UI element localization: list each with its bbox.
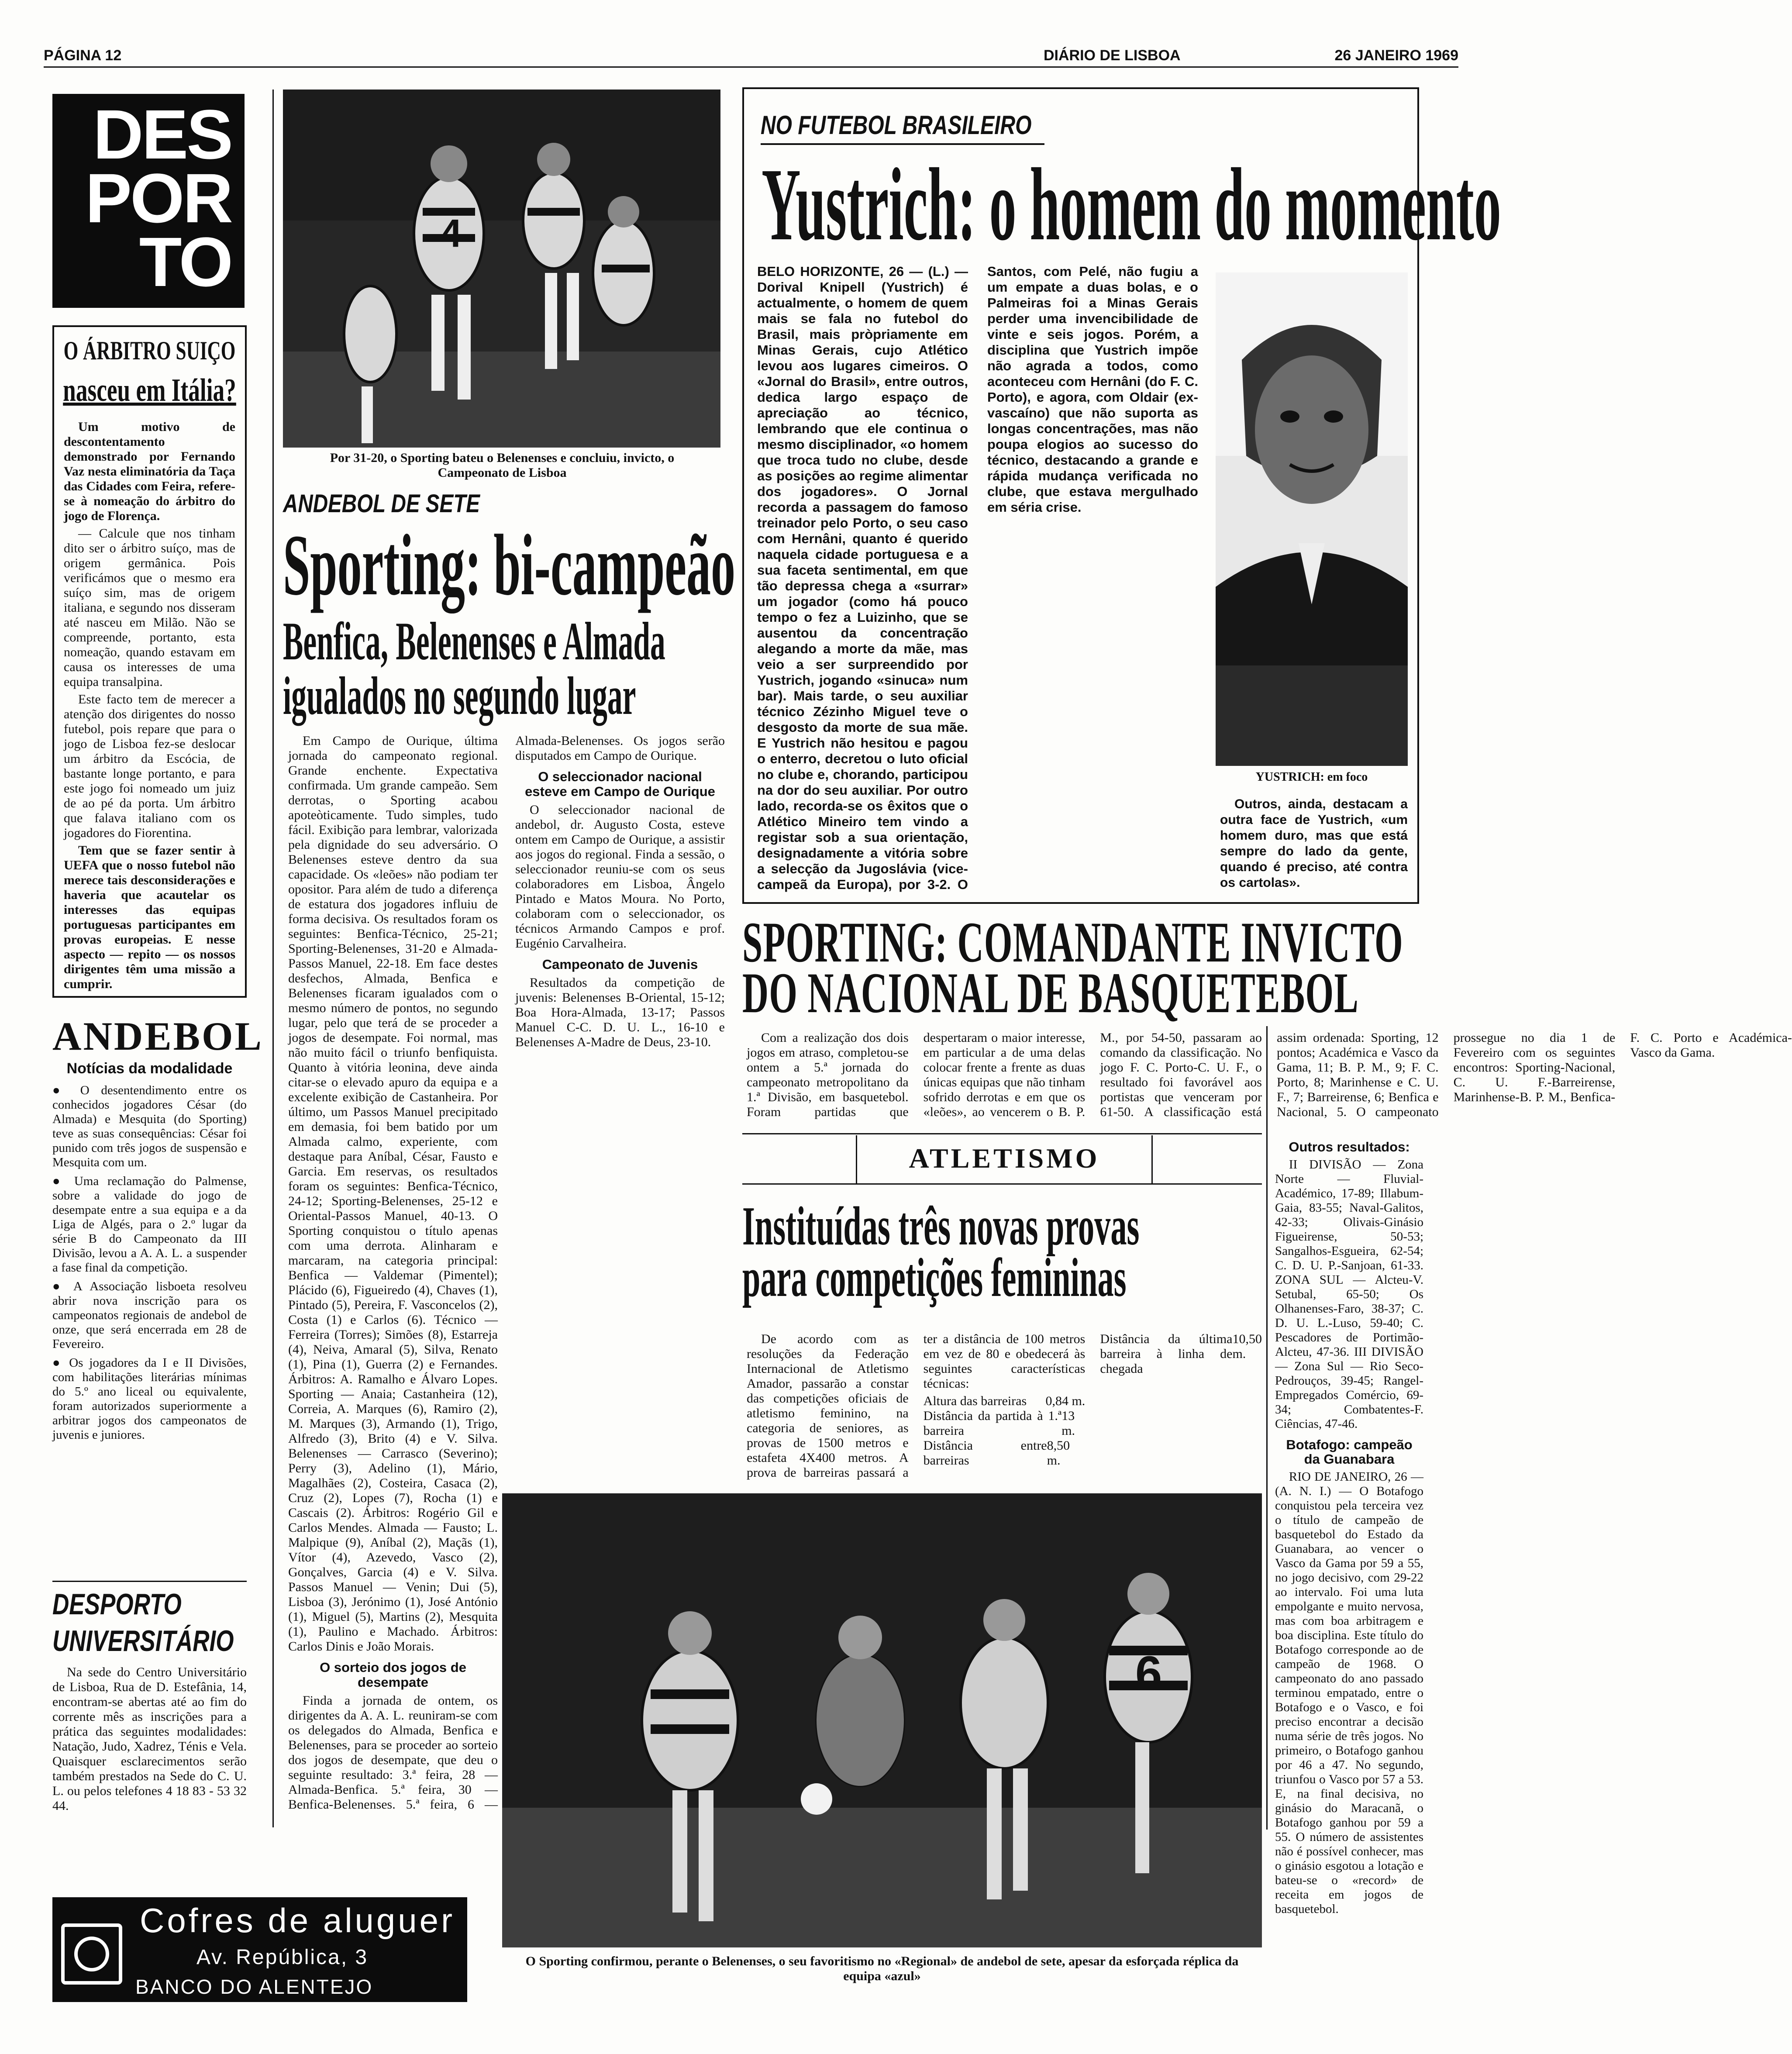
andebol-sete-text: Em Campo de Ourique, última jornada do campeonato regional. Grande enchente. Expectativa confirmada. Um grande campeão. Sem derrotas, o Sporting acabou apoteòticamente. Tudo simples, tudo fácil. Exibição para lembrar, valorizada pela dignidade do seu adversário. O Belenenses esteve dentro da sua capacidade. Os «leões» não podiam ter opositor. Para além de tudo a diferença de estatura dos jogadores influiu de forma decisiva. Os resultados foram os seguintes: Benfica-Técnico, 25-21; Sporting-Belenenses, 31-20 e Almada-Passos Manuel, 22-18. Em face destes desfechos, Almada, Benfica e Belenenses ficaram igualados com o mesmo número de pontos, no segundo lugar, pelo que terá de se proceder a jogos de desempate. Foi normal, mas não muito fácil o triunfo benfiquista. Quanto à vitória leonina, deve ainda citar-se o elevado apuro da equipa e a excelente exibição de Castanheira. Por último, um Passos Manuel precipitado em demasia, foi bem batido por um Almada calmo, experiente, com destaque para Aníbal, César, Fausto e Garcia. Em reservas, os resultados foram os seguintes: Benfica-Técnico, 24-12; Sporting-Belenenses, 25-12 e Oriental-Passos Manuel, 40-13. O Sporting conquistou o título apenas com uma derrota. Alinharam e marcaram, na categoria principal: Benfica — Valdemar (Pimentel); Plácido (6), Figueiredo (4), Chaves (1), Pintado (5), Pereira, F. Vasconcelos (2), Costa (1) e Carlos (6). Técnico — Ferreira (Torres); Simões (8), Estarreja (4), Neiva, Amaral (5), Silva, Renato (1), Pina (1), Guerra (2) e Fernandes. Árbitros: A. Ramalho e Álvaro Lopes. Sporting — Anaia; Castanheira (12), Correia, A. Marques (6), Ramiro (2), M. Marques (3), Armando (1), Trigo, Alfredo (3), Brito (4) e V. Silva. Belenenses — Carrasco (Severino); Perry (3), Adelino (1), Mário, Magalhães (2), Costeira, Casaca (2), Cruz (2), Lopes (7), Rocha (1) e Cascais (2). Árbitros: Rogério Gil e Carlos Mendes. Almada — Fausto; L. Malpique (9), Aníbal (2), Maçãs (1), Vítor (4), Azevedo, Vasco (2), Gonçalves, Garcia (4) e V. Silva. Passos Manuel — Venin; Dui (5), Lisboa (3), Jerónimo (1), José António (1), Miguel (5), Martins (2), Mesquita (1), Paulino e Machado. Árbitros: Carlos Dinis e João Morais. (288, 734, 498, 1654)
andebol-subhead-1: Benfica, Belenenses e Almada (283, 611, 665, 671)
news-item: ● Os jogadores da I e II Divisões, com habilitações literárias mínimas do 5.º ano liceal ou equivalente, foram autorizados superiormente a arbitrar jogos dos campeonatos de juvenis e juniores. (52, 1356, 247, 1442)
arbitro-paragraph: — Calcule que nos tinham dito ser o árbitro suíço, mas de origem germânica. Pois verificámos que o mesmo era suíço sim, mas de origem italiana, e segundo nos disseram até nasceu em Milão. Não se compreende, portanto, esta nomeação, quando estavam em causa os interesses de uma equipa transalpina. (64, 526, 235, 689)
basquet-body (747, 1030, 1792, 1131)
botafogo-text: RIO DE JANEIRO, 26 — (A. N. I.) — O Botafogo conquistou pela terceira vez o título de campeão de basquetebol do Estado da Guanabara, ao vencer o Vasco da Gama por 59 a 55, no jogo decisivo, com 29-22 ao intervalo. Foi uma luta empolgante e muito nervosa, mas com boa arbitragem e boa disciplina. Este título do Botafogo corresponde ao de campeão de 1968. O campeonato do ano passado terminou empatado, entre o Botafogo e o Vasco, e foi preciso encontrar a decisão numa série de três jogos. No primeiro, o Botafogo ganhou por 46 a 47. No segundo, triunfou o Vasco por 57 a 53. E, na final decisiva, no ginásio do Maracanã, o Botafogo ganhou por 59 a 55. O número de assistentes não é possível conhecer, mas o ginásio esgotou a lotação e bateu-se o «record» de receita em jogos de basquetebol. (1275, 1470, 1423, 1916)
logo-line-1: DES (93, 95, 231, 173)
universitario-title-2: UNIVERSITÁRIO (52, 1624, 234, 1658)
portrait-caption: YUSTRICH: em foco (1255, 770, 1368, 784)
andebol-headline: Sporting: bi-campeão (283, 517, 735, 613)
handball-photo-image (502, 1493, 1262, 1947)
subhead-botafogo-1: Botafogo: campeão (1286, 1437, 1413, 1452)
masthead-rule (44, 66, 1458, 68)
atletismo-section-label: ATLETISMO (856, 1135, 1153, 1183)
divider (761, 143, 1044, 145)
basquet-text: Com a realização dos dois jogos em atraso, completou-se ontem a 5.ª jornada do campeonato metropolitano da 1.ª Divisão, em basquetebol. Foram partidas que despertaram o maior interesse, em particular a de uma delas colocar frente a frente as duas únicas equipas que não tinham sofrido derrotas e em que os «leões», ao vencerem o B. P. M., por 54-50, passaram ao comando da classificação. No jogo F. C. Porto-C. U. F., o resultado foi favorável aos portistas que venceram por 61-50. A classificação está assim ordenada: Sporting, 12 pontos; Académica e Vasco da Gama, 11; B. P. M., 9; F. C. Porto, 8; Marinhense e C. U. F., 7; Barreirense, 6; Benfica e Nacional, 5. O campeonato prossegue no dia 1 de Fevereiro com os seguintes encontros: Sporting-Nacional, C. U. F.-Barreirense, Marinhense-B. P. M., Benfica-F. C. Porto e Académica-Vasco da Gama. (747, 1030, 1792, 1119)
paper-name: DIÁRIO DE LISBOA (1044, 47, 1181, 64)
photo-top-caption: Por 31-20, o Sporting bateu o Belenenses e concluiu, invicto, o Campeonato de Lisboa (330, 451, 675, 480)
logo-line-3: TO (139, 223, 231, 301)
spec-row: Distância entre barreiras 8,50 m. (923, 1438, 1070, 1468)
basquet-headline-box (742, 910, 1423, 1025)
jersey-number: 4 (440, 212, 462, 255)
bank-advert (52, 1897, 467, 2002)
photo-handball-top (283, 90, 720, 448)
column-rule (272, 90, 274, 1827)
issue-date: 26 JANEIRO 1969 (1334, 47, 1458, 64)
subhead-botafogo-2: da Guanabara (1304, 1451, 1395, 1467)
spec-row: Distância da partida à 1.ª barreira 13 m. (923, 1409, 1075, 1438)
ad-line-2: Av. República, 3 (196, 1946, 369, 1969)
outros-resultados: II DIVISÃO — Zona Norte — Fluvial-Académico, 17-89; Illabum-Gaia, 83-55; Naval-Galitos, 42-33; Olivais-Ginásio Figueirense, 50-53; Sangalhos-Esgueira, 62-54; C. D. U. P.-Sanjoan, 61-33. ZONA SUL — Alcteu-V. Setubal, 65-50; Os Olhanenses-Faro, 38-37; C. D. U. L.-Luso, 59-40; C. Pescadores de Portimão-Alcteu, 47-36. III DIVISÃO — Zona Sul — Rio Seco-Pedrouços, 39-45; Rangel-Empregados Comércio, 69-34; Combatentes-F. Ciências, 47-46. (1275, 1158, 1423, 1431)
news-item: ● Uma reclamação do Palmense, sobre a validade do jogo de desempate entre a sua equipa e a da Liga de Algés, para o 2.º lugar da série B do Campeonato da III Divisão, levou a A. A. L. a suspender a fase final da competição. (52, 1174, 247, 1275)
spec-row: Altura das barreiras 0,84 m. (923, 1394, 1086, 1408)
portrait-image (1216, 272, 1408, 766)
andebol-title: ANDEBOL (52, 1014, 263, 1058)
arbitro-title-2: nasceu em Itália? (63, 372, 236, 408)
bank-logo-icon (61, 1923, 122, 1985)
subhead-sorteio: O sorteio dos jogos de desempate (320, 1660, 466, 1690)
page-number: PÁGINA 12 (44, 47, 122, 64)
atletismo-text: De acordo com as resoluções da Federação Internacional de Atletismo Amador, passarão a constar das competições oficiais de atletismo feminino, na categoria de seniores, as provas de 1500 metros e estafeta 4X400 metros. A prova de barreiras passará a ter a distância de 100 metros em vez de 80 e obedecerá às seguintes características técnicas: (747, 1332, 1086, 1480)
handball-photo-image (283, 90, 720, 448)
ad-line-1: Cofres de aluguer (140, 1901, 455, 1940)
divider (742, 1183, 1262, 1185)
yustrich-headline: Yustrich: o homem do momento (762, 147, 1501, 262)
photo-bottom-caption: O Sporting confirmou, perante o Belenenses, o seu favoritismo no «Regional» de andebol de sete, apesar da esforçada réplica da equipa «azul» (525, 1954, 1239, 1983)
arbitro-paragraph: Tem que se fazer sentir à UEFA que o nosso futebol não merece tais desconsiderações e haveria que acautelar os interesses das equipas portuguesas participantes em provas europeias. E nesse aspecto — repito — os nossos dirigentes têm uma missão a cumprir. (64, 843, 235, 991)
sorteio-text: Finda a jornada de ontem, os dirigentes da A. A. L. reuniram-se com os delegados do Almada, Benfica e Belenenses, para se proceder ao sorteio dos jogos de desempate, que deu o seguinte resultado: 3.ª feira, 28 — Almada-Benfica. 5.ª feira, 30 — Benfica-Belenenses. 5.ª feira, 6 — Almada-Belenenses. Os jogos serão disputados em Campo de Ourique. (288, 734, 725, 1812)
yustrich-side-text: Outros, ainda, destacam a outra face de Yustrich, «um homem duro, mas que está sempre do lado da gente, quando é preciso, até contra os cartolas». (1220, 797, 1408, 890)
subhead-outros: Outros resultados: (1289, 1139, 1410, 1155)
arbitro-article (52, 325, 247, 998)
yustrich-article (742, 87, 1501, 904)
atletismo-headline-2: para competições femininas (742, 1248, 1127, 1308)
atletismo-body (747, 1332, 1262, 1489)
andebol-subtitle: Notícias da modalidade (66, 1060, 233, 1077)
news-item: ● A Associação lisboeta resolveu abrir nova inscrição para os campeonatos regionais de andebol de onze, que será encerrada em 28 de Fevereiro. (52, 1279, 247, 1351)
andebol-news (52, 1013, 263, 1442)
juvenis-text: Resultados da competição de juvenis: Belenenses B-Oriental, 15-12; Boa Hora-Almada, 13-17; Passos Manuel C-C. D. U. L., 16-10 e Belenenses A-Madre de Deus, 23-10. (515, 975, 725, 1049)
seleccionador-text: O seleccionador nacional de andebol, dr. Augusto Costa, esteve ontem em Campo de Ourique, a assistir aos jogos do regional. Finda a sessão, o seleccionador reuniu-se com os seus colaboradores em Lisboa, Ângelo Pintado e Matos Moura. No Porto, colaboram com o seleccionador, os técnicos Armando Campos e prof. Eugénio Carvalheira. (515, 803, 725, 951)
subhead-juvenis: Campeonato de Juvenis (542, 957, 698, 972)
universitario-title-1: DESPORTO (52, 1588, 182, 1621)
yustrich-kicker: NO FUTEBOL BRASILEIRO (761, 110, 1032, 140)
andebol-subhead-2: igualados no segundo lugar (283, 666, 636, 726)
jersey-number: 6 (1135, 1647, 1162, 1700)
yustrich-body (757, 264, 1198, 893)
andebol-sete-kicker: ANDEBOL DE SETE (283, 489, 480, 518)
yustrich-headline-box (748, 147, 1501, 262)
basquet-headline-1: SPORTING: COMANDANTE INVICTO (742, 910, 1403, 974)
divider (52, 1581, 247, 1582)
ad-line-3: BANCO DO ALENTEJO (135, 1975, 373, 1998)
universitario-text: Na sede do Centro Universitário de Lisboa, Rua de D. Estefânia, 14, encontram-se abertas até ao fim do corrente mês as inscrições para a prática das seguintes modalidades: Natação, Judo, Xadrez, Ténis e Vela. Quaisquer esclarecimentos serão também prestados na Sede do C. U. L. ou pelos telefones 4 18 83 - 53 32 44. (52, 1665, 247, 1813)
universitario-article (52, 1581, 247, 1864)
spec-row: Distância da última barreira à linha de chegada 10,50 m. (1100, 1332, 1262, 1376)
news-item: ● O desentendimento entre os conhecidos jogadores César (do Almada) e Mesquita (do Sporting) teve as suas consequências: César foi punido com três jogos de suspensão e Mesquita com um. (52, 1083, 247, 1170)
column-rule (1266, 1026, 1268, 1830)
yustrich-portrait (1216, 272, 1408, 766)
arbitro-title-1: O ÁRBITRO SUIÇO (63, 336, 236, 365)
subhead-seleccionador: O seleccionador nacional esteve em Campo de Ourique (525, 769, 715, 799)
atletismo-headline-box (742, 1196, 1262, 1310)
atletismo-headline-1: Instituídas três novas provas (742, 1196, 1140, 1257)
logo-line-2: POR (85, 159, 231, 237)
yustrich-text: BELO HORIZONTE, 26 — (L.) — Dorival Knipell (Yustrich) é actualmente, o homem de quem mais se fala no futebol do Brasil, mais pròpriamente em Minas Gerais, cujo Atlético levou aos lugares cimeiros. O «Jornal do Brasil», entre outros, dedica largo espaço de apreciação ao técnico, lembrando que ele continua o mesmo disciplinador, «o homem que troca tudo no clube, desde as posições ao regime alimentar dos jogadores». O Jornal recorda a passagem do famoso treinador pelo Porto, o seu caso com Hernâni, quanto é querido naquela cidade portuguesa e a sua faceta sentimental, em que tão depressa chega a «surrar» um jogador (como há pouco tempo o fez a Luizinho, que se ausentou da concentração alegando a morte da mãe, mas veio a ser surpreendido por Yustrich, jogando «sinuca» num bar). Mais tarde, o seu auxiliar técnico Zézinho Miguel teve o desgosto da morte de sua mãe. E Yustrich não hesitou e pagou o enterro, decretou o luto oficial no clube e, chorando, participou na dor do seu auxiliar. Por outro lado, recorda-se os êxitos que o Atlético Mineiro tem vindo a registar sob a sua orientação, designadamente a vitória sobre a selecção da Jugoslávia (vice-campeã da Europa), por 3-2. O Santos, com Pelé, não fugiu a um empate a duas bolas, e o Palmeiras foi a Minas Gerais perder uma invencibilidade de vinte e seis jogos. Porém, a disciplina que Yustrich impõe não agrada a todos, como aconteceu com Hernâni (do F. C. Porto), e agora, com Oldair (ex-vascaíno) que não suporta as longas concentrações, mas não poupa elogios ao sucesso do técnico, destacando a grande e rápida mudança verificada no clube, que estava mergulhado em séria crise. (757, 264, 1198, 892)
arbitro-paragraph: Este facto tem de merecer a atenção dos dirigentes do nosso futebol, pois repare que para o jogo de Lisboa fez-se deslocar um árbitro da Escócia, de bastante longe portanto, e para este jogo foi nomeado um juiz de ao pé da porta. Um árbitro que falava italiano com os jogadores do Fiorentina. (64, 692, 235, 840)
basquet-sidebar (1275, 1030, 1423, 1916)
masthead (44, 47, 1458, 69)
photo-handball-bottom (502, 1493, 1262, 1947)
divider (742, 1133, 1262, 1134)
section-logo (52, 94, 245, 308)
arbitro-lead: Um motivo de descontentamento demonstrado por Fernando Vaz nesta eliminatória da Taça das Cidades com Feira, refere-se à nomeação do árbitro do jogo de Florença. (64, 420, 235, 523)
basquet-headline-2: DO NACIONAL DE BASQUETEBOL (742, 961, 1359, 1025)
